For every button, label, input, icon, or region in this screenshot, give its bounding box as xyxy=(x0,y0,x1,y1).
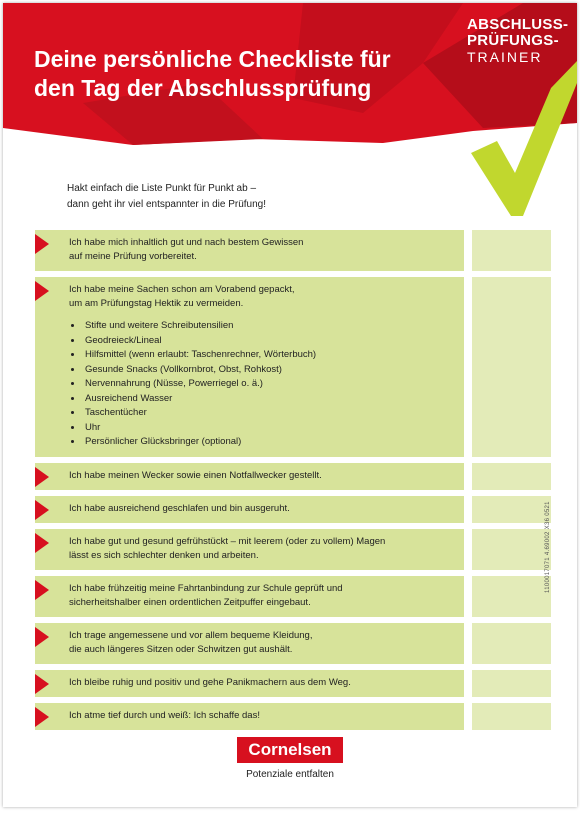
packing-list-item: • Ausreichend Wasser xyxy=(83,392,456,407)
arrow-marker-icon xyxy=(35,627,49,647)
checklist-item-line: Ich habe meine Sachen schon am Vorabend gepackt, xyxy=(69,284,295,295)
checklist-item-text xyxy=(69,629,456,657)
checklist-row xyxy=(35,623,551,664)
intro-text: Hakt einfach die Liste Punkt für Punkt ab – dann geht ihr viel entspannter in die Prüfung! xyxy=(67,183,267,210)
checklist-row xyxy=(35,277,551,457)
page-title: Deine persönliche Checkliste für den Tag der Abschlussprüfung xyxy=(34,46,391,101)
checklist-item-line: auf meine Prüfung vorbereitet. xyxy=(69,251,197,262)
checklist-row xyxy=(35,670,551,697)
checkbox-cell[interactable] xyxy=(472,703,551,730)
checklist-item-text xyxy=(69,535,456,563)
checkbox-cell[interactable] xyxy=(472,463,551,490)
checklist-item-line: Ich habe mich inhaltlich gut und nach bestem Gewissen xyxy=(69,237,304,248)
checklist-item-text xyxy=(69,676,456,690)
checkbox-cell[interactable] xyxy=(472,496,551,523)
tagline: Potenziale entfalten xyxy=(246,769,334,780)
arrow-marker-icon xyxy=(35,707,49,727)
packing-list-item: • Nervennahrung (Nüsse, Powerriegel o. ä.) xyxy=(83,377,456,392)
checklist-item-text xyxy=(69,469,456,483)
brand-logo: ABSCHLUSS- PRÜFUNGS- TRAINER xyxy=(467,16,569,65)
packing-list-item: • Gesunde Snacks (Vollkornbrot, Obst, Rohkost) xyxy=(83,363,456,378)
checklist-item-line: Ich habe gut und gesund gefrühstückt – mit leerem (oder zu vollem) Magen xyxy=(69,535,386,547)
checklist-item-line: die auch längeres Sitzen oder Schwitzen gut aushält. xyxy=(69,643,293,655)
checklist-row xyxy=(35,576,551,617)
packing-list-item: • Taschentücher xyxy=(83,406,456,421)
checklist-item-text xyxy=(69,236,456,264)
checklist-row xyxy=(35,496,551,523)
checklist-item-line: Ich atme tief durch und weiß: Ich schaffe das! xyxy=(69,709,260,721)
checklist-item xyxy=(35,623,464,664)
checklist-row xyxy=(35,463,551,490)
packing-list-item: • Hilfsmittel (wenn erlaubt: Taschenrechner, Wörterbuch) xyxy=(83,348,456,363)
checklist-item-line: Ich habe meinen Wecker sowie einen Notfallwecker gestellt. xyxy=(69,469,322,481)
checkbox-cell[interactable] xyxy=(472,529,551,570)
checklist-item-line: Ich habe frühzeitig meine Fahrtanbindung zur Schule geprüft und xyxy=(69,582,343,594)
arrow-marker-icon xyxy=(35,674,49,694)
packing-list-item: • Persönlicher Glücksbringer (optional) xyxy=(83,435,456,450)
checklist-item-line: Ich bleibe ruhig und positiv und gehe Panikmachern aus dem Weg. xyxy=(69,676,351,688)
checklist-item xyxy=(35,529,464,570)
checklist-item xyxy=(35,576,464,617)
checkbox-cell[interactable] xyxy=(472,623,551,664)
checklist-item xyxy=(35,496,464,523)
packing-list-item: • Geodreieck/Lineal xyxy=(83,334,456,349)
cornelsen-logo: Cornelsen xyxy=(237,737,343,763)
arrow-marker-icon xyxy=(35,467,49,487)
checklist-row xyxy=(35,529,551,570)
arrow-marker-icon xyxy=(35,281,49,301)
checklist-item xyxy=(35,670,464,697)
checklist-item xyxy=(35,703,464,730)
packing-list xyxy=(69,319,456,450)
checklist-item-text xyxy=(69,709,456,723)
arrow-marker-icon xyxy=(35,234,49,254)
checklist-item-line: lässt es sich schlechter denken und arbeiten. xyxy=(69,549,259,561)
checklist-page xyxy=(3,3,577,807)
checklist xyxy=(35,230,551,736)
arrow-marker-icon xyxy=(35,533,49,553)
packing-list-item: • Uhr xyxy=(83,421,456,436)
checklist-item-line: Ich habe ausreichend geschlafen und bin ausgeruht. xyxy=(69,502,290,514)
product-code: 1100017071 4.69002 X36 0521 xyxy=(545,501,551,593)
checkbox-cell[interactable] xyxy=(472,670,551,697)
packing-list-item: • Stifte und weitere Schreibutensilien xyxy=(83,319,456,334)
checklist-item xyxy=(35,463,464,490)
checklist-row xyxy=(35,230,551,271)
checklist-item-line: um am Prüfungstag Hektik zu vermeiden. xyxy=(69,298,244,309)
checklist-item-text xyxy=(69,502,456,516)
checklist-item-text xyxy=(69,283,456,311)
checkbox-cell[interactable] xyxy=(472,230,551,271)
checklist-item xyxy=(35,277,464,457)
arrow-marker-icon xyxy=(35,580,49,600)
checklist-item-line: sicherheitshalber einen ordentlichen Zeitpuffer eingebaut. xyxy=(69,596,311,608)
checklist-item xyxy=(35,230,464,271)
checkbox-cell[interactable] xyxy=(472,576,551,617)
checkbox-cell[interactable] xyxy=(472,277,551,457)
checklist-item-text xyxy=(69,582,456,610)
arrow-marker-icon xyxy=(35,500,49,520)
checklist-row xyxy=(35,703,551,730)
checklist-item-line: Ich trage angemessene und vor allem bequeme Kleidung, xyxy=(69,629,313,641)
